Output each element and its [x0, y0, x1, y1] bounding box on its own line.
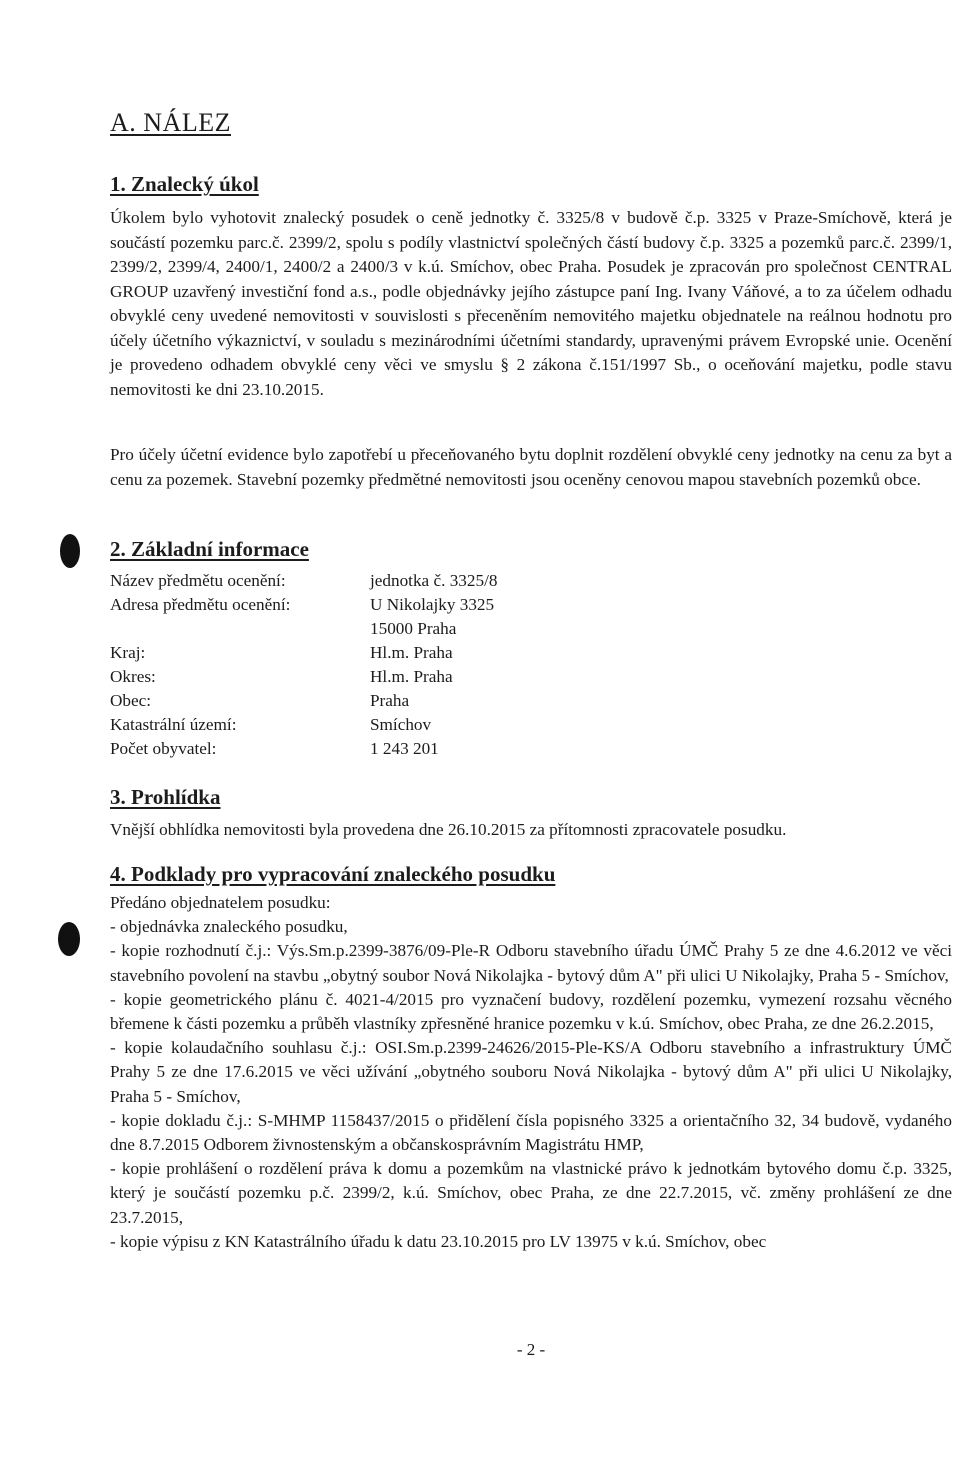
info-value: 15000 Praha	[370, 619, 457, 638]
info-value: Hl.m. Praha	[370, 643, 453, 662]
info-row	[110, 665, 497, 689]
info-row	[110, 713, 497, 737]
page-number: - 2 -	[516, 1340, 546, 1359]
info-row	[110, 641, 497, 665]
page-heading: A. NÁLEZ	[110, 108, 231, 137]
basic-info-table	[110, 569, 497, 761]
info-key: Okres:	[110, 667, 156, 686]
section-2-title: 2. Základní informace	[110, 537, 309, 561]
list-item: - kopie dokladu č.j.: S-MHMP 1158437/2015 o přidělení čísla popisného 3325 a orientačního 32, 34 budově, vydaného dne 8.7.2015 Odborem živnostenským a občanskosprávním Magistrátu HMP,	[110, 1110, 952, 1155]
info-value: jednotka č. 3325/8	[370, 571, 498, 590]
info-key: Název předmětu ocenění:	[110, 571, 286, 590]
section-1-paragraph-2: Pro účely účetní evidence bylo zapotřebí u přeceňovaného bytu doplnit rozdělení obvyklé ceny jednotky na cenu za byt a cenu za pozemek. Stavební pozemky předmětné nemovitosti jsou oceněny cenovou mapou stavebních pozemků obce.	[110, 445, 952, 489]
info-row	[110, 617, 497, 641]
info-key	[110, 617, 370, 641]
list-item: Předáno objednatelem posudku:	[110, 893, 331, 912]
info-key: Obec:	[110, 691, 152, 710]
list-item: - kopie geometrického plánu č. 4021-4/2015 pro vyznačení budovy, rozdělení pozemku, vymezení rozsahu věcného břemene k části pozemku a průběh vlastníky zpřesněné hranice pozemku v k.ú. Smíchov, obec Praha, ze dne 26.2.2015,	[110, 989, 952, 1034]
info-key: Adresa předmětu ocenění:	[110, 595, 291, 614]
section-3-text: Vnější obhlídka nemovitosti byla provedena dne 26.10.2015 za přítomnosti zpracovatele posudku.	[110, 820, 787, 839]
info-row	[110, 737, 497, 761]
list-item: - kopie prohlášení o rozdělení práva k domu a pozemkům na vlastnické právo k jednotkám bytového domu č.p. 3325, který je součástí pozemku p.č. 2399/2, k.ú. Smíchov, obec Praha, ze dne 22.7.2015, vč. změny prohlášení ze dne 23.7.2015,	[110, 1159, 952, 1227]
punch-hole-mark	[60, 534, 80, 568]
info-value: 1 243 201	[370, 739, 439, 758]
section-1-title: 1. Znalecký úkol	[110, 172, 259, 196]
info-key: Kraj:	[110, 643, 146, 662]
section-4-title: 4. Podklady pro vypracování znaleckého posudku	[110, 862, 556, 886]
info-key: Katastrální území:	[110, 715, 237, 734]
info-value: Smíchov	[370, 715, 432, 734]
list-item: - kopie výpisu z KN Katastrálního úřadu k datu 23.10.2015 pro LV 13975 v k.ú. Smíchov, obec	[110, 1231, 767, 1251]
list-item: - kopie rozhodnutí č.j.: Výs.Sm.p.2399-3876/09-Ple-R Odboru stavebního úřadu ÚMČ Prahy 5 ze dne 4.6.2012 ve věci stavebního povolení na stavbu „obytný soubor Nová Nikolajka - bytový dům A" při ulici U Nikolajky, Praha 5 - Smíchov,	[110, 941, 952, 985]
info-key: Počet obyvatel:	[110, 739, 217, 758]
section-3-title: 3. Prohlídka	[110, 785, 221, 809]
section-1-paragraph-1: Úkolem bylo vyhotovit znalecký posudek o ceně jednotky č. 3325/8 v budově č.p. 3325 v Praze-Smíchově, která je součástí pozemku parc.č. 2399/2, spolu s podíly vlastnictví společných částí budovy č.p. 3325 a pozemků parc.č. 2399/1, 2399/2, 2399/4, 2400/1, 2400/2 a 2400/3 v k.ú. Smíchov, obec Praha. Posudek je zpracován pro společnost CENTRAL GROUP uzavřený investiční fond a.s., podle objednávky jejího zástupce paní Ing. Ivany Váňové, a to za účelem odhadu obvyklé ceny uvedené nemovitosti v souvislosti s přeceněním nemovitého majetku objednatele na reálnou hodnotu pro účely účetního výkaznictví, v souladu s mezinárodními účetními standardy, upravenými právem Evropské unie. Ocenění je provedeno odhadem obvyklé ceny věci ve smyslu § 2 zákona č.151/1997 Sb., o oceňování majetku, podle stavu nemovitosti ke dni 23.10.2015.	[110, 208, 952, 399]
list-item: - objednávka znaleckého posudku,	[110, 917, 348, 937]
info-value: U Nikolajky 3325	[370, 595, 495, 614]
list-item: - kopie kolaudačního souhlasu č.j.: OSI.Sm.p.2399-24626/2015-Ple-KS/A Odboru stavebního a infrastruktury ÚMČ Prahy 5 ze dne 17.6.2015 ve věci užívání „obytného souboru Nová Nikolajka - bytový dům A" při ulici U Nikolajky, Praha 5 - Smíchov,	[110, 1038, 952, 1106]
info-row	[110, 569, 497, 593]
documents-list	[110, 891, 952, 1254]
info-row	[110, 689, 497, 713]
info-value: Hl.m. Praha	[370, 667, 453, 686]
info-value: Praha	[370, 691, 410, 710]
info-row	[110, 593, 497, 617]
punch-hole-mark	[58, 922, 80, 956]
